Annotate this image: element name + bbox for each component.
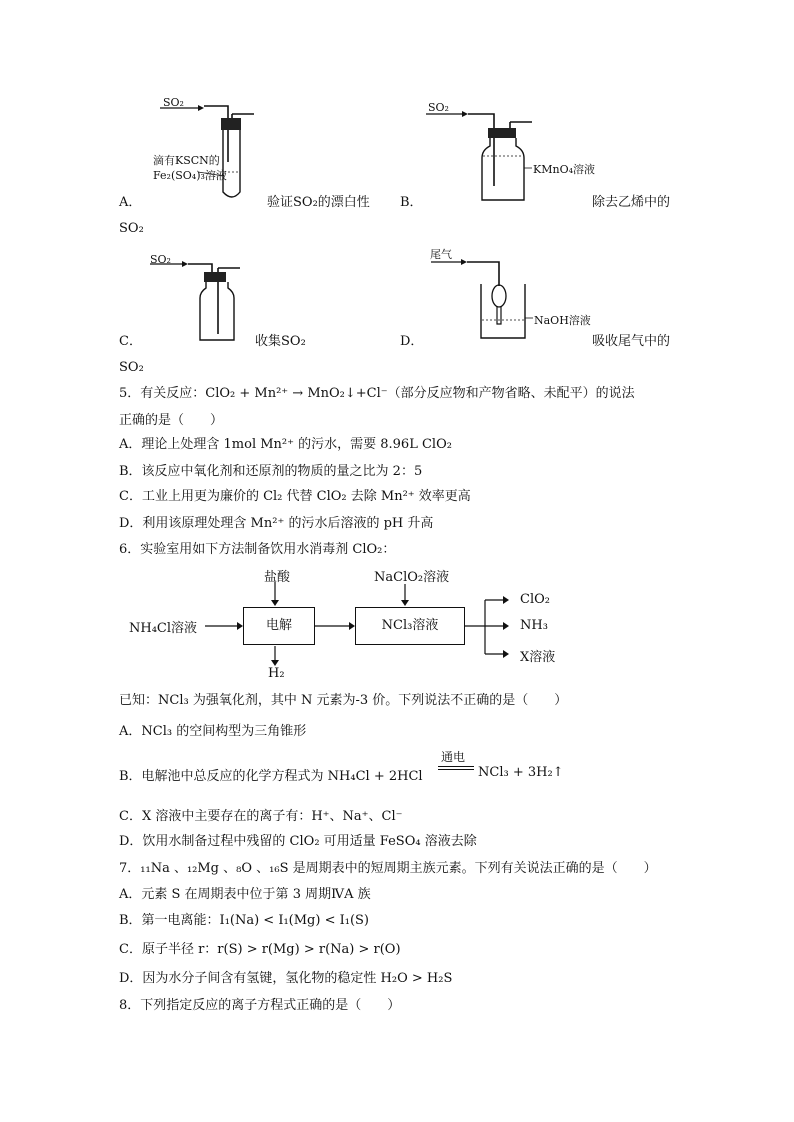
figure-a-label-1: 滴有KSCN的: [153, 154, 220, 167]
q7-option-b: B．第一电离能：I₁(Na) < I₁(Mg) < I₁(S): [119, 913, 370, 928]
q6-flow-out-clo2: ClO₂: [520, 592, 550, 607]
q6-option-b-equals: [438, 766, 474, 770]
figure-a-test-tube: [148, 92, 266, 207]
q5-option-c: C．工业上用更为廉价的 Cl₂ 代替 ClO₂ 去除 Mn²⁺ 效率更高: [119, 489, 471, 504]
q4-option-a-text: 验证SO₂的漂白性: [267, 195, 370, 210]
q4-option-b-text: 除去乙烯中的: [592, 195, 671, 210]
figure-d-solution-label: NaOH溶液: [534, 314, 591, 327]
q4-option-c-letter: C．: [119, 334, 142, 349]
q5-stem-line1: 5．有关反应：ClO₂ + Mn²⁺ → MnO₂↓+Cl⁻（部分反应物和产物省略、未配平）的说法: [119, 386, 635, 401]
q6-option-b-pre: B．电解池中总反应的化学方程式为 NH₄Cl + 2HCl: [119, 769, 423, 784]
q6-option-c: C．X 溶液中主要存在的离子有：H⁺、Na⁺、Cl⁻: [119, 809, 403, 824]
q4-option-d-text: 吸收尾气中的: [592, 334, 671, 349]
q7-option-c: C．原子半径 r：r(S) > r(Mg) > r(Na) > r(O): [119, 942, 401, 957]
q6-flow-h2: H₂: [268, 666, 285, 681]
q8-stem: 8．下列指定反应的离子方程式正确的是（ ）: [119, 998, 401, 1013]
figure-b-gas-label: SO₂: [428, 101, 449, 114]
q6-flow-box-electrolysis: 电解: [243, 607, 315, 645]
q6-flow-out-x: X溶液: [520, 650, 556, 665]
q6-known: 已知：NCl₃ 为强氧化剂，其中 N 元素为-3 价。下列说法不正确的是（ ）: [119, 693, 568, 708]
figure-b-solution-label: KMnO₄溶液: [533, 163, 595, 176]
q6-option-b-post: NCl₃ + 3H₂↑: [478, 765, 564, 780]
q6-option-a: A．NCl₃ 的空间构型为三角锥形: [119, 724, 307, 739]
q4-option-b-letter: B．: [400, 195, 423, 210]
q7-stem: 7．₁₁Na 、₁₂Mg 、₈O 、₁₆S 是周期表中的短周期主族元素。下列有关说法正确的是（ ）: [119, 861, 657, 876]
q6-stem: 6．实验室用如下方法制备饮用水消毒剂 ClO₂：: [119, 542, 396, 557]
q5-option-b: B．该反应中氧化剂和还原剂的物质的量之比为 2：5: [119, 464, 423, 479]
q5-option-d: D．利用该原理处理含 Mn²⁺ 的污水后溶液的 pH 升高: [119, 516, 434, 531]
q6-flow-reagent: NaClO₂溶液: [374, 570, 450, 585]
figure-a-label-2: Fe₂(SO₄)₃溶液: [153, 169, 227, 182]
q6-flow-input: NH₄Cl溶液: [129, 621, 198, 636]
q5-stem-line2: 正确的是（ ）: [119, 413, 224, 428]
q4-option-a-letter: A．: [119, 195, 142, 210]
q4-option-c-continuation: SO₂: [119, 360, 144, 375]
q7-option-d: D．因为水分子间含有氢键，氢化物的稳定性 H₂O > H₂S: [119, 971, 453, 986]
q6-flow-out-nh3: NH₃: [520, 618, 548, 633]
q6-option-b-condition: 通电: [441, 750, 466, 764]
figure-c-gas-label: SO₂: [150, 253, 171, 266]
q6-option-d: D．饮用水制备过程中残留的 ClO₂ 可用适量 FeSO₄ 溶液去除: [119, 834, 477, 849]
q4-option-d-letter: D．: [400, 334, 424, 349]
q4-option-c-text: 收集SO₂: [255, 334, 306, 349]
q5-option-a: A．理论上处理含 1mol Mn²⁺ 的污水，需要 8.96L ClO₂: [119, 437, 452, 452]
figure-d-gas-label: 尾气: [430, 248, 452, 261]
q7-option-a: A．元素 S 在周期表中位于第 3 周期ⅣA 族: [119, 887, 371, 902]
q4-option-a-continuation: SO₂: [119, 221, 144, 236]
q6-flow-acid: 盐酸: [264, 570, 291, 585]
q6-flow-box-ncl3: NCl₃溶液: [355, 607, 465, 645]
figure-a-gas-label: SO₂: [163, 96, 184, 109]
